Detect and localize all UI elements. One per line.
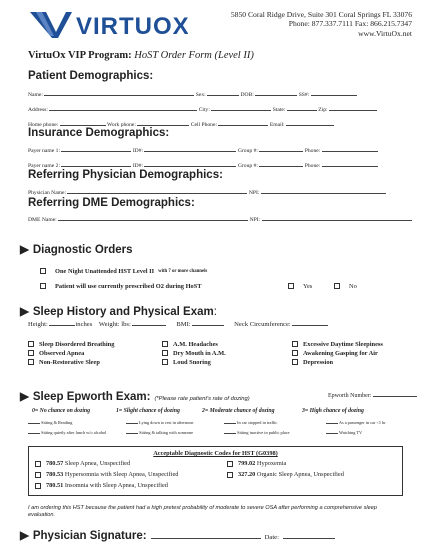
dme-name-label: DME Name: bbox=[28, 217, 57, 223]
epworth-item-label: Lying down to rest in afternoon bbox=[139, 420, 194, 425]
patient-row-1 bbox=[28, 90, 357, 98]
epworth-item-label: Sitting & talking with someone bbox=[139, 430, 194, 435]
inches-label: inches bbox=[75, 321, 93, 328]
sex-field[interactable] bbox=[207, 90, 239, 96]
arrow-right-icon: ▶ bbox=[20, 306, 29, 318]
company-address bbox=[231, 10, 412, 38]
code-780-57[interactable] bbox=[35, 460, 130, 467]
code-number: 780.51 bbox=[46, 482, 64, 489]
symptom-label: Loud Snoring bbox=[173, 358, 211, 366]
code-327-20[interactable] bbox=[227, 471, 344, 478]
epworth-number-field[interactable] bbox=[373, 391, 417, 397]
dme-npi-label: NPI: bbox=[249, 217, 261, 223]
ssn-field[interactable] bbox=[311, 90, 357, 96]
dob-field[interactable] bbox=[255, 90, 297, 96]
code-780-53[interactable] bbox=[35, 471, 178, 478]
epworth-item bbox=[224, 420, 277, 425]
symptom-label: Sleep Disordered Breathing bbox=[39, 340, 115, 348]
epworth-item-label: As a passenger in car <1 hr bbox=[338, 420, 386, 425]
order-hst-channels-note: with 7 or more channels bbox=[158, 268, 208, 274]
symptom-label: Observed Apnea bbox=[39, 349, 85, 357]
epworth-score-field[interactable] bbox=[224, 420, 236, 424]
symptom-loud-snoring[interactable] bbox=[162, 353, 211, 371]
cell-phone-label: Cell Phone: bbox=[190, 122, 218, 128]
patient-row-2 bbox=[28, 105, 377, 113]
state-label: State: bbox=[272, 107, 286, 113]
physician-signature-field[interactable] bbox=[151, 529, 261, 539]
zip-field[interactable] bbox=[329, 105, 377, 111]
diagnostic-codes-box bbox=[28, 446, 403, 496]
work-phone-label: Work phone: bbox=[107, 122, 136, 128]
patient-demographics-heading: Patient Demographics: bbox=[28, 70, 154, 82]
code-checkbox[interactable] bbox=[227, 472, 233, 478]
epworth-score-field[interactable] bbox=[126, 430, 138, 434]
phone-fax-line: Phone: 877.337.7111 Fax: 866.215.7347 bbox=[288, 19, 412, 29]
physician-row bbox=[28, 188, 386, 196]
vitals-row bbox=[28, 320, 328, 328]
epworth-item bbox=[326, 420, 386, 425]
code-checkbox[interactable] bbox=[35, 483, 41, 489]
signature-date-label: Date: bbox=[264, 534, 279, 541]
order-o2-label: Patient will use currently prescribed O2 during HoST bbox=[55, 282, 202, 290]
physician-name-label: Physician Name: bbox=[28, 190, 67, 196]
arrow-right-icon: ▶ bbox=[20, 530, 29, 542]
bmi-label: BMI: bbox=[176, 321, 191, 328]
arrow-right-icon: ▶ bbox=[20, 244, 29, 256]
website-line: www.VirtuOx.net bbox=[358, 28, 412, 38]
order-justification-note: I am ordering this HST because the patient had a high pretest probability of moderate to severe OSA after performing a comprehensive sleep evaluation. bbox=[28, 505, 377, 518]
code-number: 780.57 bbox=[46, 460, 64, 467]
scale-2: 2= Moderate chance of dozing bbox=[202, 408, 275, 414]
payer1-phone-field[interactable] bbox=[322, 146, 378, 152]
payer1-field[interactable] bbox=[61, 146, 131, 152]
order-o2-checkbox[interactable] bbox=[40, 283, 46, 289]
home-phone-field[interactable] bbox=[60, 120, 106, 126]
program-name: VirtuOx VIP Program: bbox=[28, 50, 132, 61]
epworth-item bbox=[28, 420, 72, 425]
o2-no-checkbox[interactable] bbox=[334, 283, 340, 289]
payer1-id-label: ID#: bbox=[132, 148, 144, 154]
scale-1: 1= Slight chance of dozing bbox=[116, 408, 180, 414]
logo-text: VIRTUOX bbox=[76, 13, 188, 40]
payer2-id-field[interactable] bbox=[144, 161, 236, 167]
code-description: Organic Sleep Apnea, Unspecified bbox=[256, 471, 344, 478]
height-field[interactable] bbox=[49, 320, 75, 326]
virtuox-logo bbox=[28, 8, 188, 40]
code-799-02[interactable] bbox=[227, 460, 286, 467]
signature-date-field[interactable] bbox=[283, 533, 335, 539]
name-label: Name: bbox=[28, 92, 43, 98]
ssn-label: SS#: bbox=[298, 92, 310, 98]
diagnostic-orders-heading bbox=[20, 240, 133, 258]
cell-phone-field[interactable] bbox=[218, 120, 268, 126]
symptom-label: Non-Restorative Sleep bbox=[39, 358, 100, 366]
code-description: Hypoxemia bbox=[256, 460, 287, 467]
scale-0: 0= No chance on dozing bbox=[32, 408, 91, 414]
city-label: City: bbox=[198, 107, 210, 113]
code-checkbox[interactable] bbox=[35, 461, 41, 467]
order-o2[interactable] bbox=[40, 277, 202, 295]
epworth-score-field[interactable] bbox=[28, 420, 40, 424]
address-label: Address: bbox=[28, 107, 48, 113]
code-checkbox[interactable] bbox=[35, 472, 41, 478]
payer2-label: Payer name 2: bbox=[28, 163, 60, 169]
epworth-item-label: Sitting quietly after lunch w/o alcohol bbox=[41, 430, 107, 435]
symptom-label: Awakening Gasping for Air bbox=[303, 349, 378, 357]
home-phone-label: Home phone: bbox=[28, 122, 59, 128]
insurance-demographics-heading: Insurance Demographics: bbox=[28, 127, 170, 139]
code-description: Sleep Apnea, Unspecified bbox=[64, 460, 131, 467]
epworth-score-field[interactable] bbox=[326, 420, 338, 424]
code-number: 799.02 bbox=[238, 460, 256, 467]
payer1-label: Payer name 1: bbox=[28, 148, 60, 154]
weight-field[interactable] bbox=[132, 320, 166, 326]
dob-label: DOB: bbox=[240, 92, 254, 98]
form-title bbox=[28, 50, 254, 61]
payer2-group-label: Group #: bbox=[237, 163, 258, 169]
state-field[interactable] bbox=[287, 105, 317, 111]
o2-no-label: No bbox=[349, 282, 357, 290]
work-phone-field[interactable] bbox=[137, 120, 189, 126]
epworth-title: Sleep Epworth Exam: bbox=[32, 391, 151, 403]
order-hst-checkbox[interactable] bbox=[40, 268, 46, 274]
payer2-phone-label: Phone: bbox=[304, 163, 321, 169]
arrow-right-icon: ▶ bbox=[20, 391, 29, 403]
epworth-item bbox=[28, 430, 106, 435]
scale-3: 3= High chance of dozing bbox=[302, 408, 364, 414]
sleep-history-heading bbox=[20, 302, 217, 320]
payer2-group-field[interactable] bbox=[259, 161, 303, 167]
epworth-score-field[interactable] bbox=[224, 430, 236, 434]
o2-no-option[interactable] bbox=[334, 277, 357, 295]
o2-yes-option[interactable] bbox=[288, 277, 312, 295]
weight-label: Weight: lbs: bbox=[98, 321, 131, 328]
code-checkbox[interactable] bbox=[227, 461, 233, 467]
code-number: 327.20 bbox=[238, 471, 256, 478]
dme-npi-field[interactable] bbox=[262, 215, 412, 221]
codes-title: Acceptable Diagnostic Codes for HST (G0398) bbox=[153, 450, 278, 457]
epworth-score-field[interactable] bbox=[326, 430, 338, 434]
dme-row bbox=[28, 215, 412, 223]
payer2-id-label: ID#: bbox=[132, 163, 144, 169]
order-hst-label: One Night Unattended HST Level II bbox=[55, 267, 155, 275]
physician-npi-field[interactable] bbox=[261, 188, 386, 194]
bmi-field[interactable] bbox=[192, 320, 224, 326]
height-label: Height: bbox=[28, 321, 48, 328]
neck-label: Neck Circumference: bbox=[234, 321, 291, 328]
zip-label: Zip: bbox=[318, 107, 328, 113]
insurance-row-2 bbox=[28, 161, 378, 169]
address-line: 5850 Coral Ridge Drive, Suite 301 Coral Springs FL 33076 bbox=[230, 10, 412, 19]
neck-field[interactable] bbox=[292, 320, 328, 326]
payer1-phone-label: Phone: bbox=[304, 148, 321, 154]
physician-signature-row bbox=[20, 526, 335, 544]
diagnostic-orders-title: Diagnostic Orders bbox=[32, 244, 133, 256]
symptom-label: Excessive Daytime Sleepiness bbox=[303, 340, 383, 348]
epworth-number-label: Epworth Number: bbox=[328, 393, 372, 399]
email-field[interactable] bbox=[286, 120, 334, 126]
dme-name-field[interactable] bbox=[58, 215, 248, 221]
epworth-instruction: (*Please rate patient's rate of dozing) bbox=[154, 396, 250, 402]
epworth-item bbox=[224, 430, 290, 435]
payer2-phone-field[interactable] bbox=[322, 161, 378, 167]
epworth-item-label: In car stopped in traffic bbox=[237, 420, 278, 425]
insurance-row-1 bbox=[28, 146, 378, 154]
payer1-group-field[interactable] bbox=[259, 146, 303, 152]
code-description: Insomnia with Sleep Apnea, Unspecified bbox=[64, 482, 168, 489]
dme-demographics-heading: Referring DME Demographics: bbox=[28, 197, 195, 209]
sex-label: Sex: bbox=[195, 92, 206, 98]
symptom-checkbox[interactable] bbox=[162, 359, 168, 365]
sleep-history-title: Sleep History and Physical Exam bbox=[32, 306, 214, 318]
email-label: Email: bbox=[269, 122, 285, 128]
code-number: 780.53 bbox=[46, 471, 64, 478]
o2-yes-checkbox[interactable] bbox=[288, 283, 294, 289]
o2-yes-label: Yes bbox=[303, 282, 313, 290]
epworth-heading bbox=[20, 387, 250, 405]
physician-signature-label: Physician Signature: bbox=[32, 530, 147, 542]
epworth-item-label: Watching TV bbox=[339, 430, 363, 435]
code-description: Hypersomnia with Sleep Apnea, Unspecified bbox=[64, 471, 179, 478]
city-field[interactable] bbox=[211, 105, 271, 111]
payer1-group-label: Group #: bbox=[237, 148, 258, 154]
epworth-item bbox=[326, 430, 362, 435]
symptom-label: A.M. Headaches bbox=[173, 340, 218, 348]
epworth-item bbox=[126, 420, 193, 425]
symptom-checkbox[interactable] bbox=[28, 359, 34, 365]
epworth-item bbox=[126, 430, 193, 435]
epworth-number-row bbox=[328, 391, 417, 399]
name-field[interactable] bbox=[44, 90, 194, 96]
symptom-label: Depression bbox=[303, 358, 334, 366]
epworth-score-field[interactable] bbox=[126, 420, 138, 424]
code-780-51[interactable] bbox=[35, 482, 168, 489]
address-field[interactable] bbox=[49, 105, 197, 111]
form-subtitle: HoST Order Form (Level II) bbox=[134, 50, 254, 61]
symptom-label: Dry Mouth in A.M. bbox=[173, 349, 226, 357]
symptom-non-restorative-sleep[interactable] bbox=[28, 353, 100, 371]
payer1-id-field[interactable] bbox=[144, 146, 236, 152]
physician-npi-label: NPI: bbox=[248, 190, 260, 196]
physician-demographics-heading: Referring Physician Demographics: bbox=[28, 169, 223, 181]
sleep-history-colon: : bbox=[213, 306, 217, 318]
symptom-checkbox[interactable] bbox=[292, 359, 298, 365]
symptom-depression[interactable] bbox=[292, 353, 333, 371]
epworth-score-field[interactable] bbox=[28, 430, 40, 434]
payer2-field[interactable] bbox=[61, 161, 131, 167]
physician-name-field[interactable] bbox=[67, 188, 247, 194]
epworth-item-label: Sitting inactive in public place bbox=[237, 430, 290, 435]
epworth-item-label: Sitting & Reading bbox=[41, 420, 73, 425]
